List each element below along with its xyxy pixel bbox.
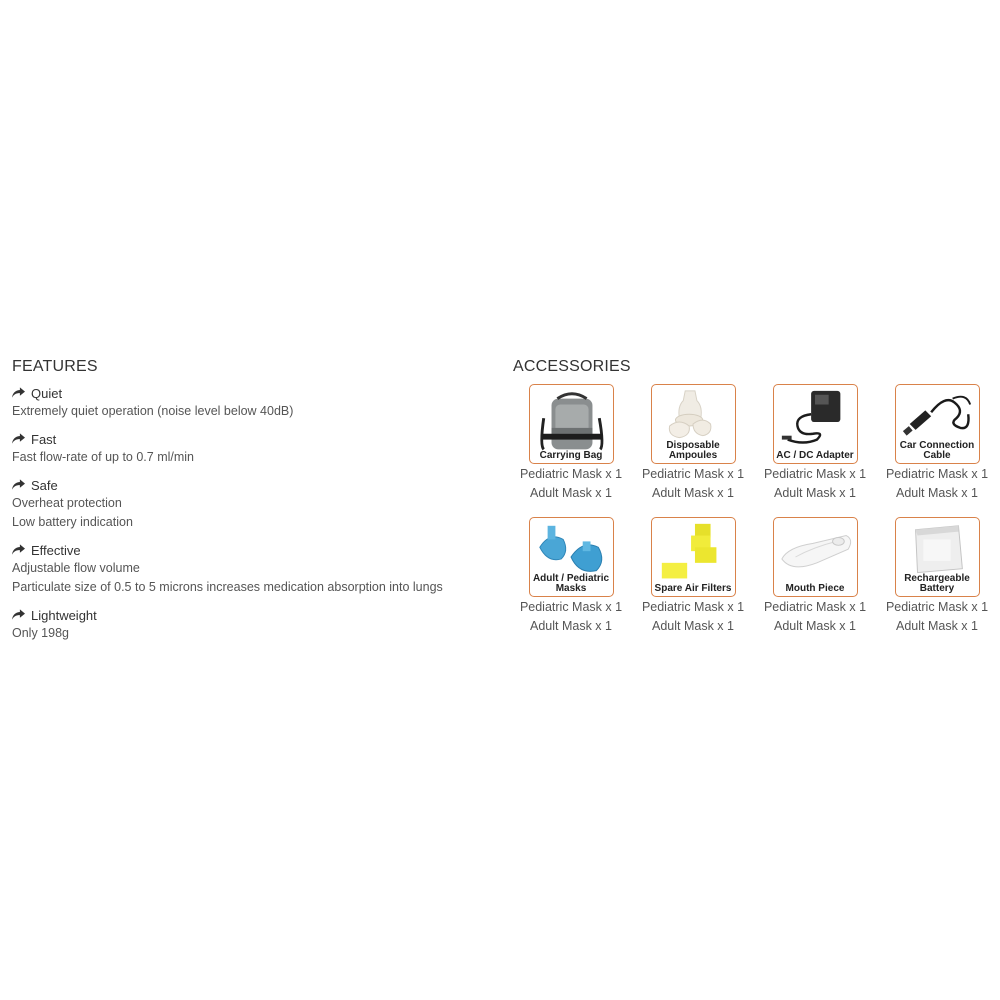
accessory-line: Adult Mask x 1 xyxy=(652,619,734,633)
accessory-label: Disposable Ampoules xyxy=(666,440,720,461)
feature-quiet xyxy=(12,384,492,421)
accessory-label: Rechargeable Battery xyxy=(904,573,970,594)
feature-name: Safe xyxy=(31,477,58,493)
accessory-line: Pediatric Mask x 1 xyxy=(763,600,867,614)
accessory-line: Pediatric Mask x 1 xyxy=(519,600,623,614)
accessory-line: Adult Mask x 1 xyxy=(774,486,856,500)
accessories-grid xyxy=(510,384,993,636)
accessory-line: Adult Mask x 1 xyxy=(530,619,612,633)
feature-line: Adjustable flow volume xyxy=(12,561,140,575)
accessory-line: Adult Mask x 1 xyxy=(652,486,734,500)
accessory-card xyxy=(651,384,736,464)
accessory-line: Adult Mask x 1 xyxy=(774,619,856,633)
accessory-disposable-ampoules xyxy=(632,384,754,503)
accessory-label: Mouth Piece xyxy=(785,583,845,594)
accessory-masks xyxy=(510,517,632,636)
feature-line: Extremely quiet operation (noise level below 40dB) xyxy=(12,404,294,418)
accessories-section xyxy=(513,358,993,636)
accessory-card xyxy=(651,517,736,597)
accessory-car-connection-cable xyxy=(876,384,998,503)
accessory-card xyxy=(895,517,980,597)
accessory-line: Adult Mask x 1 xyxy=(896,486,978,500)
accessories-title: ACCESSORIES xyxy=(513,358,631,375)
accessory-card xyxy=(529,384,614,464)
feature-fast xyxy=(12,430,492,467)
feature-line: Overheat protection xyxy=(12,496,122,510)
share-arrow-icon xyxy=(12,479,25,491)
features-section xyxy=(12,358,492,652)
share-arrow-icon xyxy=(12,544,25,556)
feature-name: Fast xyxy=(31,431,57,447)
accessory-label: Carrying Bag xyxy=(539,450,603,461)
accessory-line: Pediatric Mask x 1 xyxy=(763,467,867,481)
accessory-line: Pediatric Mask x 1 xyxy=(885,600,989,614)
feature-name: Effective xyxy=(31,542,81,558)
share-arrow-icon xyxy=(12,609,25,621)
feature-line: Only 198g xyxy=(12,626,69,640)
accessory-card xyxy=(895,384,980,464)
feature-line: Particulate size of 0.5 to 5 microns increases medication absorption into lungs xyxy=(12,580,443,594)
features-title: FEATURES xyxy=(12,358,98,375)
accessory-line: Pediatric Mask x 1 xyxy=(641,600,745,614)
accessory-spare-air-filters xyxy=(632,517,754,636)
feature-lightweight xyxy=(12,606,492,643)
accessory-line: Pediatric Mask x 1 xyxy=(641,467,745,481)
feature-line: Low battery indication xyxy=(12,515,133,529)
share-arrow-icon xyxy=(12,387,25,399)
accessory-label: AC / DC Adapter xyxy=(776,450,854,461)
accessory-ac-dc-adapter xyxy=(754,384,876,503)
share-arrow-icon xyxy=(12,433,25,445)
accessory-line: Adult Mask x 1 xyxy=(896,619,978,633)
accessory-card xyxy=(773,517,858,597)
accessory-carrying-bag xyxy=(510,384,632,503)
accessory-label: Spare Air Filters xyxy=(654,583,732,594)
accessory-line: Pediatric Mask x 1 xyxy=(519,467,623,481)
accessory-label: Adult / Pediatric Masks xyxy=(532,573,610,594)
feature-name: Lightweight xyxy=(31,607,97,623)
feature-effective xyxy=(12,541,492,597)
accessory-card xyxy=(529,517,614,597)
feature-safe xyxy=(12,476,492,532)
feature-name: Quiet xyxy=(31,385,63,401)
feature-line: Fast flow-rate of up to 0.7 ml/min xyxy=(12,450,195,464)
accessory-line: Pediatric Mask x 1 xyxy=(885,467,989,481)
accessory-line: Adult Mask x 1 xyxy=(530,486,612,500)
accessory-card xyxy=(773,384,858,464)
accessory-mouth-piece xyxy=(754,517,876,636)
accessory-rechargeable-battery xyxy=(876,517,998,636)
accessory-label: Car Connection Cable xyxy=(899,440,975,461)
